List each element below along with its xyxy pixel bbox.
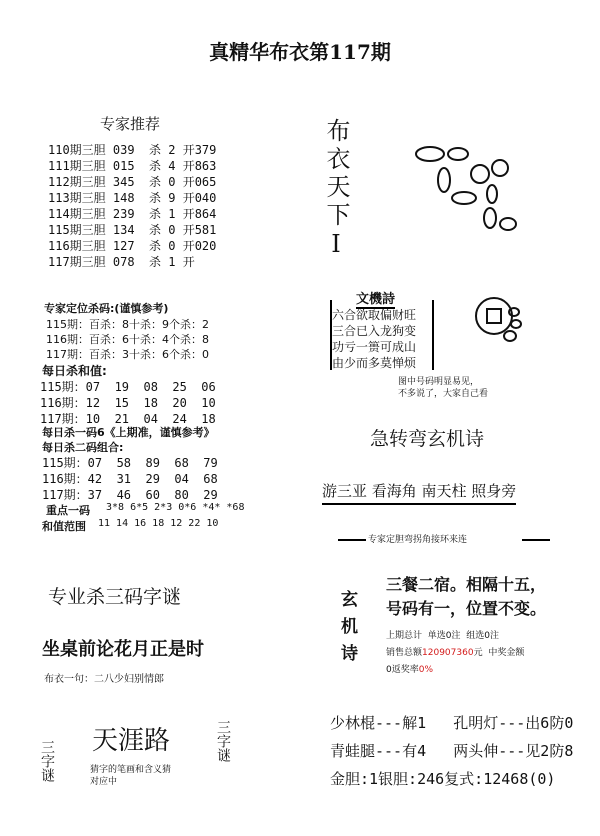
ingot-shape (416, 147, 444, 161)
guaijiao-line: 专家定胆弯拐角接环来连 (368, 535, 468, 545)
sales-row (386, 645, 524, 658)
expert-recommend-heading: 专家推荐 (100, 115, 161, 133)
sales-label: 销售总额 (386, 648, 423, 658)
dingwei-row: 117期：百杀：3十杀：6个杀：0 (46, 348, 209, 361)
coin-shape (471, 165, 489, 183)
bottom-row: 少林棍---解1 孔明灯---出6防0 (330, 714, 574, 732)
recommend-row: 117期三胆 078 杀 1 开 (48, 255, 195, 269)
jizhuan-heading: 急转弯玄机诗 (370, 428, 485, 450)
wenji-note-2: 不多说了，大家自己看 (398, 389, 489, 399)
recommend-row: 115期三胆 134 杀 0 开581 (48, 223, 217, 237)
recommend-row: 114期三胆 239 杀 1 开864 (48, 207, 217, 221)
jizhuan-line: 游三亚 看海角 南天柱 照身旁 (322, 480, 516, 505)
hezhi-row: 116期：12 15 18 20 10 (40, 396, 216, 410)
wenji-heading: 文機詩 (356, 288, 395, 309)
bottom-row: 青蛙腿---有4 两头伸---见2防8 (330, 742, 574, 760)
bottom-row: 金胆:1银胆:246复式:12468(0) (330, 770, 556, 788)
xuanji-poem-line-1: 三餐二宿。相隔十五， (386, 575, 547, 594)
ermazuhe-heading: 每日杀二码组合: (42, 441, 124, 454)
sales-unit: 元 (473, 648, 483, 658)
zhongdian-values: 3*8 6*5 2*3 0*6 *4* *68 (106, 502, 245, 513)
recommend-row: 113期三胆 148 杀 9 开040 (48, 191, 217, 205)
recommend-row: 110期三胆 039 杀 2 开379 (48, 143, 217, 157)
sales-value: 120907360 (422, 648, 474, 658)
wenji-line: 六合欲取偏财旺 (332, 308, 417, 322)
hezhi-heading: 每日杀和值: (42, 364, 107, 378)
zimi-center-title: 天涯路 (92, 726, 171, 756)
hezhi-range-label: 和值范围 (42, 520, 86, 533)
zimi-right-label: 三字谜 (215, 720, 231, 762)
wenji-line: 由少而多莫惮烦 (332, 356, 417, 370)
buyi-tianxia: 布衣天下I (322, 118, 350, 262)
ingot-shape (448, 148, 468, 160)
xuanji-poem-line-2: 号码有一，位置不变。 (386, 599, 547, 618)
recommend-row: 112期三胆 345 杀 0 开065 (48, 175, 217, 189)
objects-illustration (400, 140, 540, 250)
oval-shape (452, 192, 476, 204)
zuxuan: 组选0注 (466, 631, 499, 641)
oval-shape (500, 218, 516, 230)
wenji-note-1: 图中号码明显易见， (398, 377, 480, 387)
zimi-left-label: 三字谜 (39, 740, 55, 782)
zimi-line: 坐桌前论花月正是时 (42, 639, 204, 660)
xuanji-side-label: 玄机诗 (337, 590, 357, 671)
zimi-center-sub-1: 猜字的笔画和含义猜 (90, 765, 172, 775)
return-label: 0返奖率 (386, 665, 419, 675)
dingwei-row: 115期：百杀：8十杀：9个杀：2 (46, 318, 209, 331)
wenji-frame (330, 300, 434, 370)
hezhi-row: 115期：07 19 08 25 06 (40, 380, 216, 394)
zimi-center-sub-2: 对应中 (90, 777, 118, 787)
zhongdian-label: 重点一码 (46, 504, 90, 517)
ermazuhe-row: 115期：07 58 89 68 79 (42, 456, 218, 470)
dingwei-heading: 专家定位杀码:(谨慎参考) (44, 302, 169, 315)
coin-shape (492, 160, 508, 176)
oval-shape (487, 185, 497, 203)
divider (338, 539, 366, 541)
ermazuhe-row: 116期：42 31 29 04 68 (42, 472, 218, 486)
hezhi-range-values: 11 14 16 18 12 22 10 (98, 518, 219, 529)
wenji-line: 功亏一篑可成山 (332, 340, 417, 354)
page-title: 真精华布衣第117期 (209, 40, 391, 64)
oval-shape (484, 208, 496, 228)
coin-illustration (470, 292, 540, 352)
yima-heading: 每日杀一码6《上期准，谨慎参考》 (42, 426, 215, 439)
zimi-buyi-line: 布衣一句：二八少妇别情郎 (44, 674, 164, 685)
recommend-row: 116期三胆 127 杀 0 开020 (48, 239, 217, 253)
danxuan: 单选0注 (427, 631, 461, 641)
zimi-heading: 专业杀三码字谜 (48, 586, 182, 608)
oval-shape (438, 168, 450, 192)
wenji-line: 三合已入龙狗变 (332, 324, 417, 338)
prize-label: 中奖金额 (488, 648, 525, 658)
ermazuhe-row: 117期：37 46 60 80 29 (42, 488, 218, 502)
stat-prefix: 上期总计 (386, 631, 423, 641)
return-row (386, 662, 433, 675)
return-value: 0% (418, 665, 434, 675)
stat-row (386, 628, 499, 641)
recommend-row: 111期三胆 015 杀 4 开863 (48, 159, 217, 173)
hezhi-row: 117期：10 21 04 24 18 (40, 412, 216, 426)
divider (522, 539, 550, 541)
dingwei-row: 116期：百杀：6十杀：4个杀：8 (46, 333, 209, 346)
